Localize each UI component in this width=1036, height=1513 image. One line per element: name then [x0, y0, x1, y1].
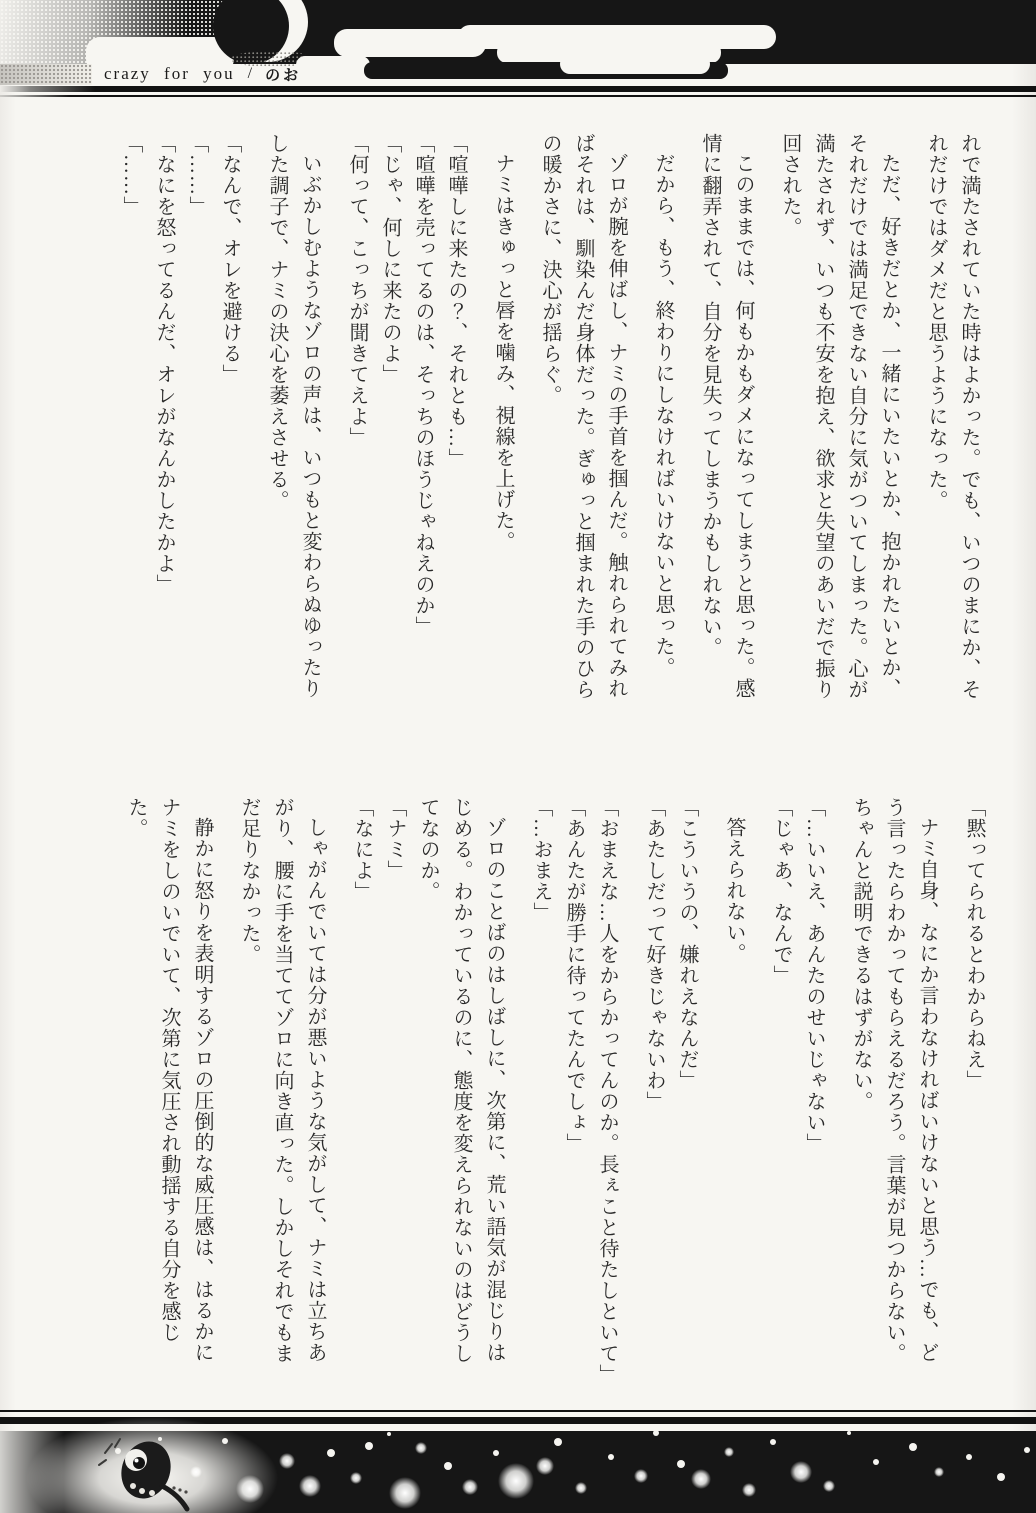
story-paragraph: ただ、好きだとか、一緒にいたいとか、抱かれたいとか、それだけでは満足できない自分に気がついてしまった。心が満たされず、いつも不安を抱え、欲求と失望のあいだで振り回された。	[779, 133, 900, 700]
chapter-title	[104, 62, 301, 86]
header-rule-thick	[0, 86, 1036, 92]
story-paragraph: 答えられない。	[723, 817, 745, 964]
mascot-spot	[149, 1490, 155, 1496]
bokeh-star	[222, 1438, 228, 1444]
story-paragraph: 「……」	[120, 133, 142, 217]
bokeh-star	[934, 1467, 944, 1477]
story-paragraph: れで満たされていた時はよかった。でも、いつのまにか、それだけではダメだと思うようになった。	[925, 133, 980, 700]
footer-night-band	[0, 1431, 1036, 1513]
bokeh-star	[873, 1459, 879, 1465]
story-paragraph: 「喧嘩しに来たの？、それとも…」	[445, 133, 467, 469]
bokeh-star	[691, 1469, 711, 1489]
story-paragraph: 「あたしだって好きじゃないわ」	[643, 797, 665, 1112]
bokeh-star	[575, 1482, 587, 1494]
bokeh-star	[554, 1438, 562, 1446]
story-paragraph: 「じゃあ、なんで」	[770, 797, 792, 986]
cloud-shape	[296, 56, 370, 86]
mascot-spot	[139, 1488, 145, 1494]
motion-line	[99, 1460, 106, 1465]
mascot-body	[114, 1435, 179, 1506]
bokeh-star	[462, 1479, 478, 1495]
story-paragraph: このままでは、何もかもダメになってしまうと思った。感情に翻弄されて、自分を見失ってしまうかもしれない。	[699, 133, 754, 699]
footer-rule-thin	[0, 1410, 1036, 1412]
story-paragraph: ナミはきゅっと唇を噛み、視線を上げた。	[492, 153, 514, 552]
story-paragraph: 「ナミ」	[384, 797, 406, 881]
story-paragraph: 「喧嘩を売ってるのは、そっちのほうじゃねえのか」	[412, 133, 434, 637]
story-paragraph: 「……」	[186, 133, 208, 217]
bokeh-star	[770, 1439, 776, 1445]
story-block-lower	[119, 797, 990, 1385]
story-paragraph: 「なんで、オレを避ける」	[219, 133, 241, 385]
bokeh-star	[634, 1469, 648, 1483]
ellipsis-dot	[172, 1486, 175, 1489]
bokeh-star	[327, 1449, 335, 1457]
ellipsis-dot	[184, 1490, 187, 1493]
story-paragraph: 「…おまえ」	[530, 797, 552, 923]
bokeh-star	[493, 1450, 499, 1456]
story-paragraph: 「おまえな…人をからかってんのか。長ぇこと待たしといて」	[596, 797, 618, 1385]
bokeh-star	[823, 1480, 835, 1492]
cloud-shape	[560, 54, 710, 74]
bokeh-star	[236, 1475, 264, 1503]
story-paragraph: 「何って、こっちが聞きてえよ」	[346, 133, 368, 448]
bokeh-star	[653, 1431, 659, 1436]
story-paragraph: 「…いいえ、あんたのせいじゃない」	[803, 797, 825, 1154]
story-paragraph: ゾロのことばのはしばしに、次第に、荒い語気が混じりはじめる。わかっているのに、態度を変えられないのはどうしてなのか。	[417, 797, 505, 1364]
story-paragraph: ゾロが腕を伸ばし、ナミの手首を掴んだ。触れられてみればそれは、馴染んだ身体だった。ぎゅっと掴まれた手のひらの暖かさに、決心が揺らぐ。	[539, 133, 627, 700]
story-block-upper	[114, 133, 985, 713]
bokeh-star	[790, 1461, 812, 1483]
bokeh-star	[847, 1431, 851, 1435]
story-paragraph: 「こういうの、嫌れえなんだ」	[676, 797, 698, 1091]
chapter-title-latin: crazy for you	[104, 64, 235, 83]
bokeh-star	[536, 1457, 554, 1475]
motion-line	[115, 1439, 120, 1447]
story-paragraph: いぶかしむようなゾロの声は、いつもと変わらぬゆったりした調子で、ナミの決心を萎えさせる。	[266, 133, 321, 699]
mascot-spot	[130, 1483, 136, 1489]
bokeh-star	[279, 1453, 295, 1469]
bokeh-star	[365, 1442, 373, 1450]
bokeh-star	[1024, 1447, 1030, 1453]
bokeh-star	[677, 1460, 685, 1468]
bokeh-star	[608, 1454, 614, 1460]
ellipsis-dot	[178, 1488, 181, 1491]
bokeh-star	[444, 1462, 452, 1470]
motion-line	[105, 1444, 112, 1453]
bokeh-star	[498, 1463, 534, 1499]
story-paragraph: 「じゃ、何しに来たのよ」	[379, 133, 401, 385]
story-paragraph: しゃがんでいては分が悪いような気がして、ナミは立ちあがり、腰に手を当ててゾロに向き直った。しかしそれでもまだ足りなかった。	[238, 797, 326, 1364]
mascot-eye-glint	[135, 1459, 139, 1463]
header-rule-thin	[0, 95, 1036, 97]
mascot-pupil	[133, 1457, 145, 1469]
bokeh-star	[350, 1472, 362, 1484]
story-paragraph: ナミ自身、なにか言わなければいけないと思う…でも、どう言ったらわかってもらえるだろう。言葉が見つからない。ちゃんと説明できるはずがない。	[850, 797, 938, 1364]
story-paragraph: 「なにを怒ってるんだ、オレがなんかしたかよ」	[153, 133, 175, 595]
story-paragraph: 「あんたが勝手に待ってたんでしょ」	[563, 797, 585, 1154]
story-paragraph: だから、もう、終わりにしなければいけないと思った。	[652, 153, 674, 678]
mascot-illustration	[92, 1428, 204, 1513]
chapter-author: のお	[265, 66, 302, 84]
chapter-title-separator: /	[247, 65, 253, 82]
bokeh-star	[387, 1432, 391, 1436]
bokeh-star	[997, 1473, 1005, 1481]
bokeh-star	[909, 1443, 917, 1451]
bokeh-star	[389, 1477, 421, 1509]
bokeh-star	[415, 1442, 427, 1454]
bokeh-star	[966, 1454, 972, 1460]
bokeh-star	[742, 1483, 756, 1497]
bokeh-star	[299, 1475, 321, 1497]
halftone-patch	[0, 64, 92, 85]
bokeh-star	[724, 1447, 734, 1457]
story-paragraph: 「なによ」	[351, 797, 373, 902]
story-paragraph: 静かに怒りを表明するゾロの圧倒的な威圧感は、はるかにナミをしのいでいて、次第に気圧され動揺する自分を感じた。	[125, 797, 213, 1363]
story-paragraph: 「黙ってられるとわからねえ」	[963, 797, 985, 1091]
